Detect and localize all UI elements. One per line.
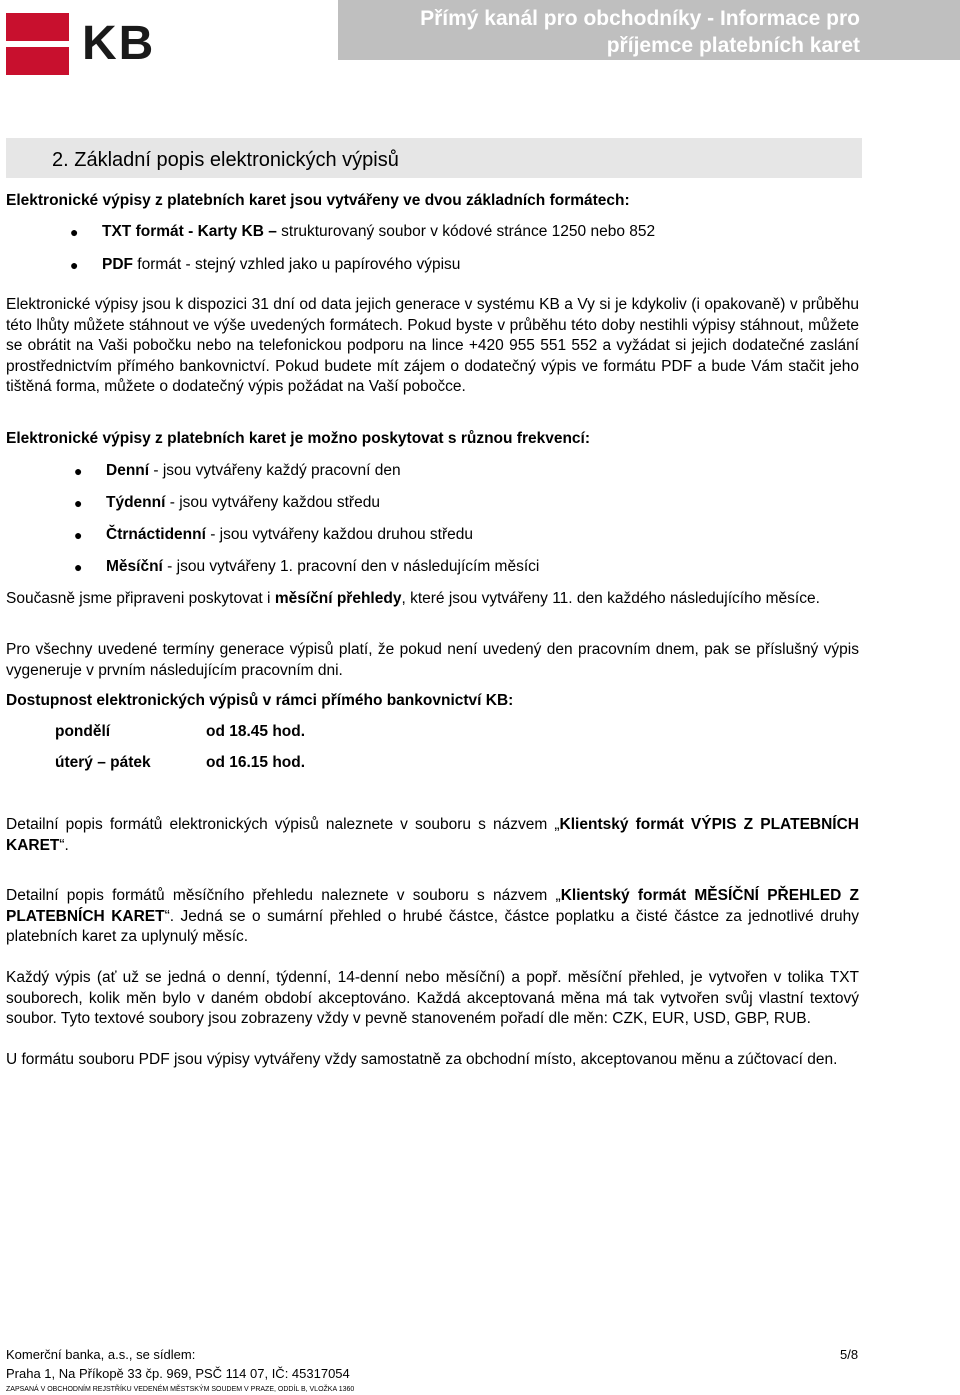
footer-registry: ZAPSANÁ V OBCHODNÍM REJSTŘÍKU VEDENÉM MĚSTSKÝM SOUDEM V PRAZE, ODDÍL B, VLOŽKA 1360 [6, 1386, 355, 1393]
frequency-item-daily: ● Denní - jsou vytvářeny každý pracovní den [74, 462, 401, 479]
bullet-icon: ● [74, 559, 83, 575]
schedule-heading: Dostupnost elektronických výpisů v rámci přímého bankovnictví KB: [6, 692, 514, 709]
availability-paragraph: Elektronické výpisy jsou k dispozici 31 dní od data jejich generace v systému KB a Vy si je kdykoliv (i opakovaně) v průběhu této lhůty můžete stáhnout ve výše uvedených formátech. Pokud byste v průběhu této doby nestihli výpisy stáhnout, můžete se obrátit na Vaši pobočku nebo na telefonickou podporu na lince +420 955 551 552 a vyžádat si jejich dodatečné zaslání prostřednictvím přímého bankovnictví. Pokud budete mít zájem o dodatečný výpis ve formátu PDF a bude Vám stačit jeho tištěná forma, můžete o dodatečný výpis požádat na Vaší pobočce. [6, 296, 859, 395]
monthly-overview-paragraph: Současně jsme připraveni poskytovat i měsíční přehledy, které jsou vytvářeny 11. den každého následujícího měsíce. [6, 590, 820, 607]
bullet-icon: ● [74, 527, 83, 543]
frequency-heading: Elektronické výpisy z platebních karet je možno poskytovat s různou frekvencí: [6, 430, 591, 447]
formats-intro: Elektronické výpisy z platebních karet jsou vytvářeny ve dvou základních formátech: [6, 192, 630, 209]
bullet-icon: ● [70, 257, 79, 273]
format-item-pdf: ● PDF formát - stejný vzhled jako u papírového výpisu [70, 256, 461, 273]
detail-statements-paragraph: Detailní popis formátů elektronických výpisů naleznete v souboru s názvem „Klientský formát VÝPIS Z PLATEBNÍCH KARET“. [6, 816, 859, 854]
logo-mark [6, 13, 69, 75]
currency-paragraph: Každý výpis (ať už se jedná o denní, týdenní, 14-denní nebo měsíční) a popř. měsíční přehled, je vytvořen v tolika TXT souborech, kolik měn bylo v daném období akceptováno. Každá akceptovaná měna má tak vytvořen svůj vlastní textový soubor. Tyto textové soubory jsou zobrazeny vždy v pevně stanoveném pořadí dle měn: CZK, EUR, USD, GBP, RUB. [6, 969, 859, 1027]
bullet-icon: ● [70, 224, 79, 240]
detail-monthly-paragraph: Detailní popis formátů měsíčního přehledu naleznete v souboru s názvem „Klientský formát MĚSÍČNÍ PŘEHLED Z PLATEBNÍCH KARET“. Jedná se o sumární přehled o hrubé částce, částce poplatku a čisté částce za jednotlivé druhy platebních karet za uplynulý měsíc. [6, 887, 859, 945]
page-number: 5/8 [840, 1347, 859, 1362]
schedule-day-tue-fri: úterý – pátek [55, 754, 151, 771]
schedule-time-tue-fri: od 16.15 hod. [206, 754, 306, 771]
frequency-item-weekly: ● Týdenní - jsou vytvářeny každou středu [74, 494, 380, 511]
format-item-txt: ● TXT formát - Karty KB – strukturovaný soubor v kódové stránce 1250 nebo 852 [70, 223, 656, 240]
header-banner [338, 0, 960, 60]
footer-company: Komerční banka, a.s., se sídlem: [6, 1347, 196, 1362]
kb-logo [6, 13, 176, 75]
pdf-paragraph: U formátu souboru PDF jsou výpisy vytvářeny vždy samostatně za obchodní místo, akceptovanou měnu a zúčtovací den. [6, 1051, 838, 1068]
bullet-icon: ● [74, 495, 83, 511]
banner-line-2: příjemce platebních karet [606, 34, 860, 57]
section-title: 2. Základní popis elektronických výpisů [6, 138, 862, 178]
schedule-time-monday: od 18.45 hod. [206, 723, 306, 740]
logo-text: KB [82, 17, 156, 70]
footer-address: Praha 1, Na Příkopě 33 čp. 969, PSČ 114 07, IČ: 45317054 [6, 1366, 350, 1381]
frequency-item-biweekly: ● Čtrnáctidenní - jsou vytvářeny každou druhou středu [74, 526, 473, 543]
schedule-day-monday: pondělí [55, 723, 111, 740]
generation-paragraph: Pro všechny uvedené termíny generace výpisů platí, že pokud není uvedený den pracovním dnem, pak se příslušný výpis vygeneruje v prvním následujícím pracovním dni. [6, 641, 859, 679]
bullet-icon: ● [74, 463, 83, 479]
banner-line-1: Přímý kanál pro obchodníky - Informace pro [420, 7, 860, 30]
frequency-item-monthly: ● Měsíční - jsou vytvářeny 1. pracovní den v následujícím měsíci [74, 558, 540, 575]
